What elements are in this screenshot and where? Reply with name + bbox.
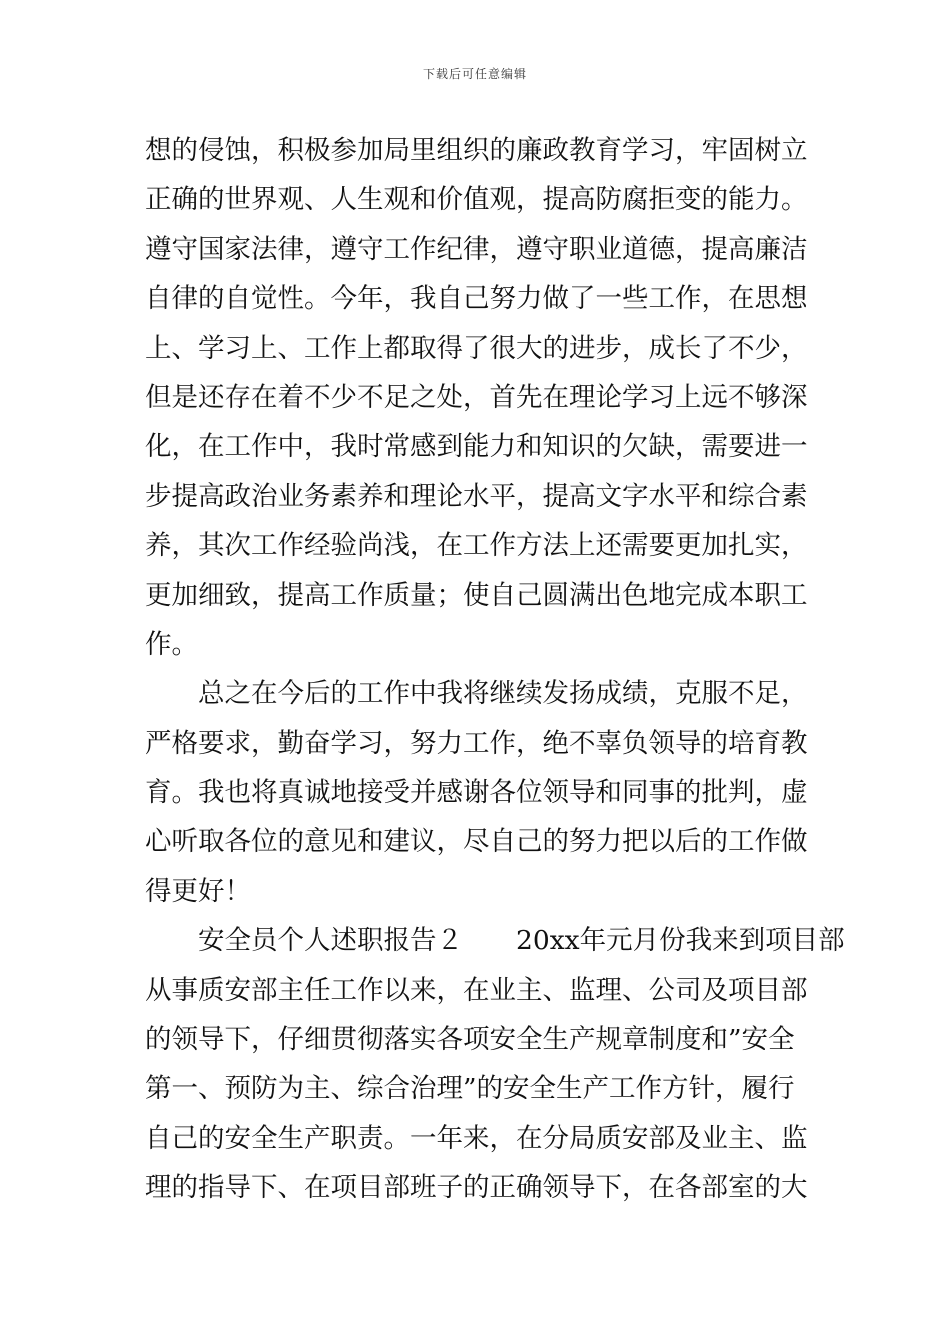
text-line: 安全员个人述职报告２ 20xx年元月份我来到项目部 (145, 925, 845, 957)
text-line: 步提高政治业务素养和理论水平，提高文字水平和综合素 (145, 480, 808, 512)
text-line: 遵守国家法律，遵守工作纪律，遵守职业道德，提高廉洁 (145, 233, 808, 265)
text-line: 自律的自觉性。今年，我自己努力做了一些工作，在思想 (145, 283, 808, 315)
text-line: 养，其次工作经验尚浅，在工作方法上还需要更加扎实， (145, 530, 808, 562)
text-line: 心听取各位的意见和建议，尽自己的努力把以后的工作做 (145, 826, 808, 858)
document-body (145, 126, 845, 1213)
page-header: 下载后可任意编辑 (422, 67, 527, 81)
text-line: 想的侵蚀，积极参加局里组织的廉政教育学习，牢固树立 (145, 135, 808, 166)
text-line: 自己的安全生产职责。一年来，在分局质安部及业主、监 (145, 1122, 808, 1154)
text-line: 上、学习上、工作上都取得了很大的进步，成长了不少， (145, 332, 808, 364)
text-line: 更加细致，提高工作质量；使自己圆满出色地完成本职工 (145, 579, 808, 611)
text-line: 的领导下，仔细贯彻落实各项安全生产规章制度和”安全 (145, 1024, 795, 1056)
text-line: 总之在今后的工作中我将继续发扬成绩，克服不足， (145, 678, 808, 710)
text-line: 但是还存在着不少不足之处，首先在理论学习上远不够深 (145, 381, 808, 413)
text-line: 化，在工作中，我时常感到能力和知识的欠缺，需要进一 (145, 431, 808, 463)
text-line: 第一、预防为主、综合治理”的安全生产工作方针，履行 (145, 1073, 795, 1105)
text-line: 作。 (145, 628, 198, 660)
text-line: 得更好！ (145, 875, 251, 907)
text-line: 严格要求，勤奋学习，努力工作，绝不辜负领导的培育教 (145, 727, 808, 759)
text-line: 育。我也将真诚地接受并感谢各位领导和同事的批判，虚 (145, 777, 808, 809)
text-line: 理的指导下、在项目部班子的正确领导下，在各部室的大 (145, 1172, 808, 1204)
text-line: 从事质安部主任工作以来，在业主、监理、公司及项目部 (145, 974, 808, 1006)
text-line: 正确的世界观、人生观和价值观，提高防腐拒变的能力。 (145, 184, 808, 216)
